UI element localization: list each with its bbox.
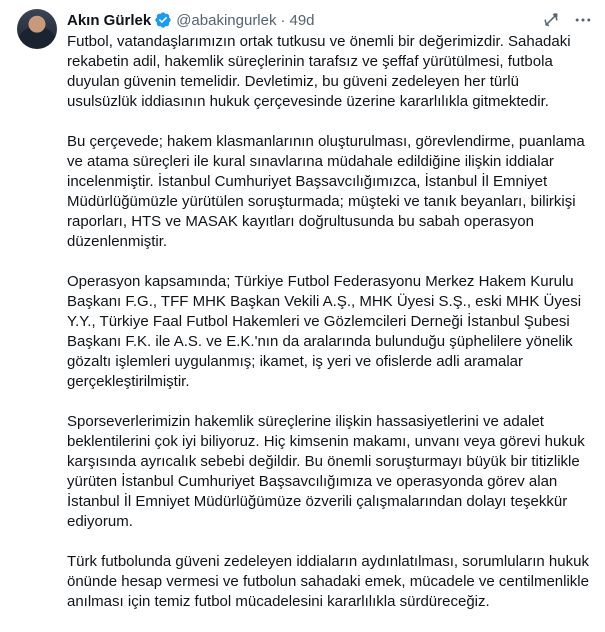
- tweet-paragraph-2: Bu çerçevede; hakem klasmanlarının oluşturulması, görevlendirme, puanlama ve atama süreçleri ile kural sınavlarına müdahale edildiğine ilişkin iddialar incelenmiştir. İstanbul Cumhuriyet Başsavcılığımızca, İstanbul İl Emniyet Müdürlüğümüzle yürütülen soruşturmada; müşteki ve tanık beyanları, bilirkişi raporları, HTS ve MASAK kayıtları doğrultusunda bu sabah operasyon düzenlenmiştir.: [67, 133, 585, 250]
- tweet-paragraph-1: Futbol, vatandaşlarımızın ortak tutkusu ve önemli bir değerimizdir. Sahadaki rekabetin adil, hakemlik süreçlerinin tarafsız ve şeffaf yürütülmesi, futbola duyulan güvenin temelidir. Devletimiz, bu güveni zedeleyen her türlü usulsüzlük iddiasının hukuk çerçevesinde üzerine kararlılıkla gitmektedir.: [67, 33, 571, 110]
- verified-badge-icon[interactable]: [154, 11, 172, 29]
- tweet-paragraph-4: Sporseverlerimizin hakemlik süreçlerine ilişkin hassasiyetlerini ve adalet beklentilerini çok iyi biliyoruz. Hiç kimsenin makamı, unvanı veya görevi hukuk karşısında ayrıcalık sebebi değildir. Bu önemli soruşturmayı büyük bir titizlikle yürüten İstanbul Cumhuriyet Başsavcılığımıza ve operasyonda görev alan İstanbul İl Emniyet Müdürlüğümüze özverili çalışmalarından dolayı teşekkür ediyorum.: [67, 413, 585, 530]
- more-icon[interactable]: [573, 10, 593, 30]
- author-avatar[interactable]: [17, 9, 57, 49]
- header-separator: ·: [280, 11, 286, 29]
- author-handle[interactable]: @abakingurlek: [176, 11, 277, 29]
- tweet-header: [67, 9, 593, 31]
- tweet-paragraph-3: Operasyon kapsamında; Türkiye Futbol Federasyonu Merkez Hakem Kurulu Başkanı F.G., TFF MHK Başkan Vekili A.Ş., MHK Üyesi S.Ş., eski MHK Üyesi Y.Y., Türkiye Faal Futbol Hakemleri ve Gözlemcileri Derneği İstanbul Şubesi Başkanı F.K. ile A.S. ve E.K.'nın da aralarında bulunduğu şüphelilere yönelik gözaltı işlemleri uygulanmış; ikamet, iş yeri ve ofislerde adli aramalar gerçekleştirilmiştir.: [67, 273, 582, 390]
- grok-icon[interactable]: [541, 10, 561, 30]
- tweet-text: [67, 32, 593, 632]
- tweet-timestamp[interactable]: 49d: [289, 11, 315, 29]
- author-name[interactable]: Akın Gürlek: [67, 11, 152, 29]
- tweet-paragraph-5: Türk futbolunda güveni zedeleyen iddiaların aydınlatılması, sorumluların hukuk önünde hesap vermesi ve futbolun sahadaki emek, mücadele ve centilmenlikle anılması için temiz futbol mücadelesini kararlılıkla sürdüreceğiz.: [67, 553, 589, 610]
